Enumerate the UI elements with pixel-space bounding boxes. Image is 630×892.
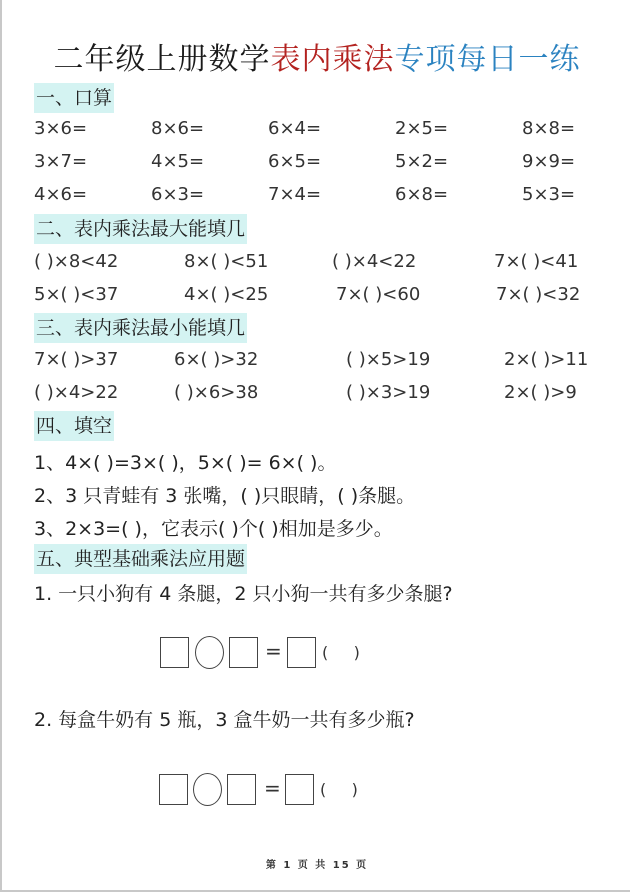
- page-number-footer: 第 1 页 共 15 页: [265, 860, 369, 871]
- min-fill-item: 2×( )>9: [504, 382, 577, 403]
- operator-circle[interactable]: [195, 636, 224, 669]
- answer-box[interactable]: [159, 774, 188, 805]
- section-heading-fill-blank: 四、填空: [34, 411, 114, 441]
- oral-calc-item: 8×6=: [151, 118, 205, 139]
- equals-sign: =: [265, 639, 282, 663]
- min-fill-item: ( )×5>19: [346, 349, 431, 370]
- min-fill-item: ( )×6>38: [174, 382, 259, 403]
- max-fill-item: 8×( )<51: [184, 251, 269, 272]
- oral-calc-item: 6×3=: [151, 184, 205, 205]
- oral-calc-row: [34, 149, 614, 175]
- oral-calc-item: 7×4=: [268, 184, 322, 205]
- section-heading-max-fill: 二、表内乘法最大能填几: [34, 214, 247, 244]
- word-problem-2-equation: [159, 774, 379, 810]
- fill-blank-item-3: 3、2×3=( )，它表示( )个( )相加是多少。: [34, 518, 393, 540]
- min-fill-item: ( )×4>22: [34, 382, 119, 403]
- section-heading-min-fill: 三、表内乘法最小能填几: [34, 313, 247, 343]
- word-problem-1-equation: [160, 637, 380, 673]
- unit-blank[interactable]: ( ): [322, 643, 360, 662]
- title-part-red: 表内乘法: [270, 42, 395, 77]
- equals-sign: =: [264, 776, 281, 800]
- oral-calc-item: 6×8=: [395, 184, 449, 205]
- max-fill-item: ( )×4<22: [332, 251, 417, 272]
- oral-calc-item: 5×3=: [522, 184, 576, 205]
- max-fill-item: 5×( )<37: [34, 284, 119, 305]
- operator-circle[interactable]: [193, 773, 222, 806]
- answer-box[interactable]: [285, 774, 314, 805]
- oral-calc-item: 6×4=: [268, 118, 322, 139]
- oral-calc-row: [34, 182, 614, 208]
- max-fill-item: 7×( )<60: [336, 284, 421, 305]
- oral-calc-item: 4×5=: [151, 151, 205, 172]
- min-fill-item: 2×( )>11: [504, 349, 589, 370]
- oral-calc-item: 3×6=: [34, 118, 88, 139]
- oral-calc-item: 6×5=: [268, 151, 322, 172]
- answer-box[interactable]: [160, 637, 189, 668]
- max-fill-item: 7×( )<41: [494, 251, 579, 272]
- max-fill-item: 4×( )<25: [184, 284, 269, 305]
- oral-calc-item: 5×2=: [395, 151, 449, 172]
- max-fill-row: [34, 249, 614, 275]
- answer-box[interactable]: [227, 774, 256, 805]
- min-fill-row: [34, 347, 614, 373]
- fill-blank-item-2: 2、3 只青蛙有 3 张嘴，( )只眼睛，( )条腿。: [34, 485, 416, 507]
- word-problem-1-question: 1. 一只小狗有 4 条腿，2 只小狗一共有多少条腿?: [34, 583, 453, 605]
- fill-blank-item-1: 1、4×( )=3×( )，5×( )= 6×( )。: [34, 452, 337, 474]
- answer-box[interactable]: [229, 637, 258, 668]
- min-fill-item: 6×( )>32: [174, 349, 259, 370]
- title-part-blue: 专项每日一练: [394, 42, 581, 77]
- section-heading-word-problems: 五、典型基础乘法应用题: [34, 544, 247, 574]
- max-fill-item: ( )×8<42: [34, 251, 119, 272]
- max-fill-item: 7×( )<32: [496, 284, 581, 305]
- oral-calc-row: [34, 116, 614, 142]
- section-heading-oral-calc: 一、口算: [34, 83, 114, 113]
- page-title: [2, 34, 630, 78]
- word-problem-2-question: 2. 每盒牛奶有 5 瓶，3 盒牛奶一共有多少瓶?: [34, 709, 415, 731]
- oral-calc-item: 9×9=: [522, 151, 576, 172]
- oral-calc-item: 4×6=: [34, 184, 88, 205]
- oral-calc-item: 3×7=: [34, 151, 88, 172]
- max-fill-row: [34, 282, 614, 308]
- oral-calc-item: 2×5=: [395, 118, 449, 139]
- title-part-black: 二年级上册数学: [53, 42, 271, 77]
- oral-calc-item: 8×8=: [522, 118, 576, 139]
- min-fill-item: ( )×3>19: [346, 382, 431, 403]
- unit-blank[interactable]: ( ): [320, 780, 358, 799]
- answer-box[interactable]: [287, 637, 316, 668]
- min-fill-item: 7×( )>37: [34, 349, 119, 370]
- min-fill-row: [34, 380, 614, 406]
